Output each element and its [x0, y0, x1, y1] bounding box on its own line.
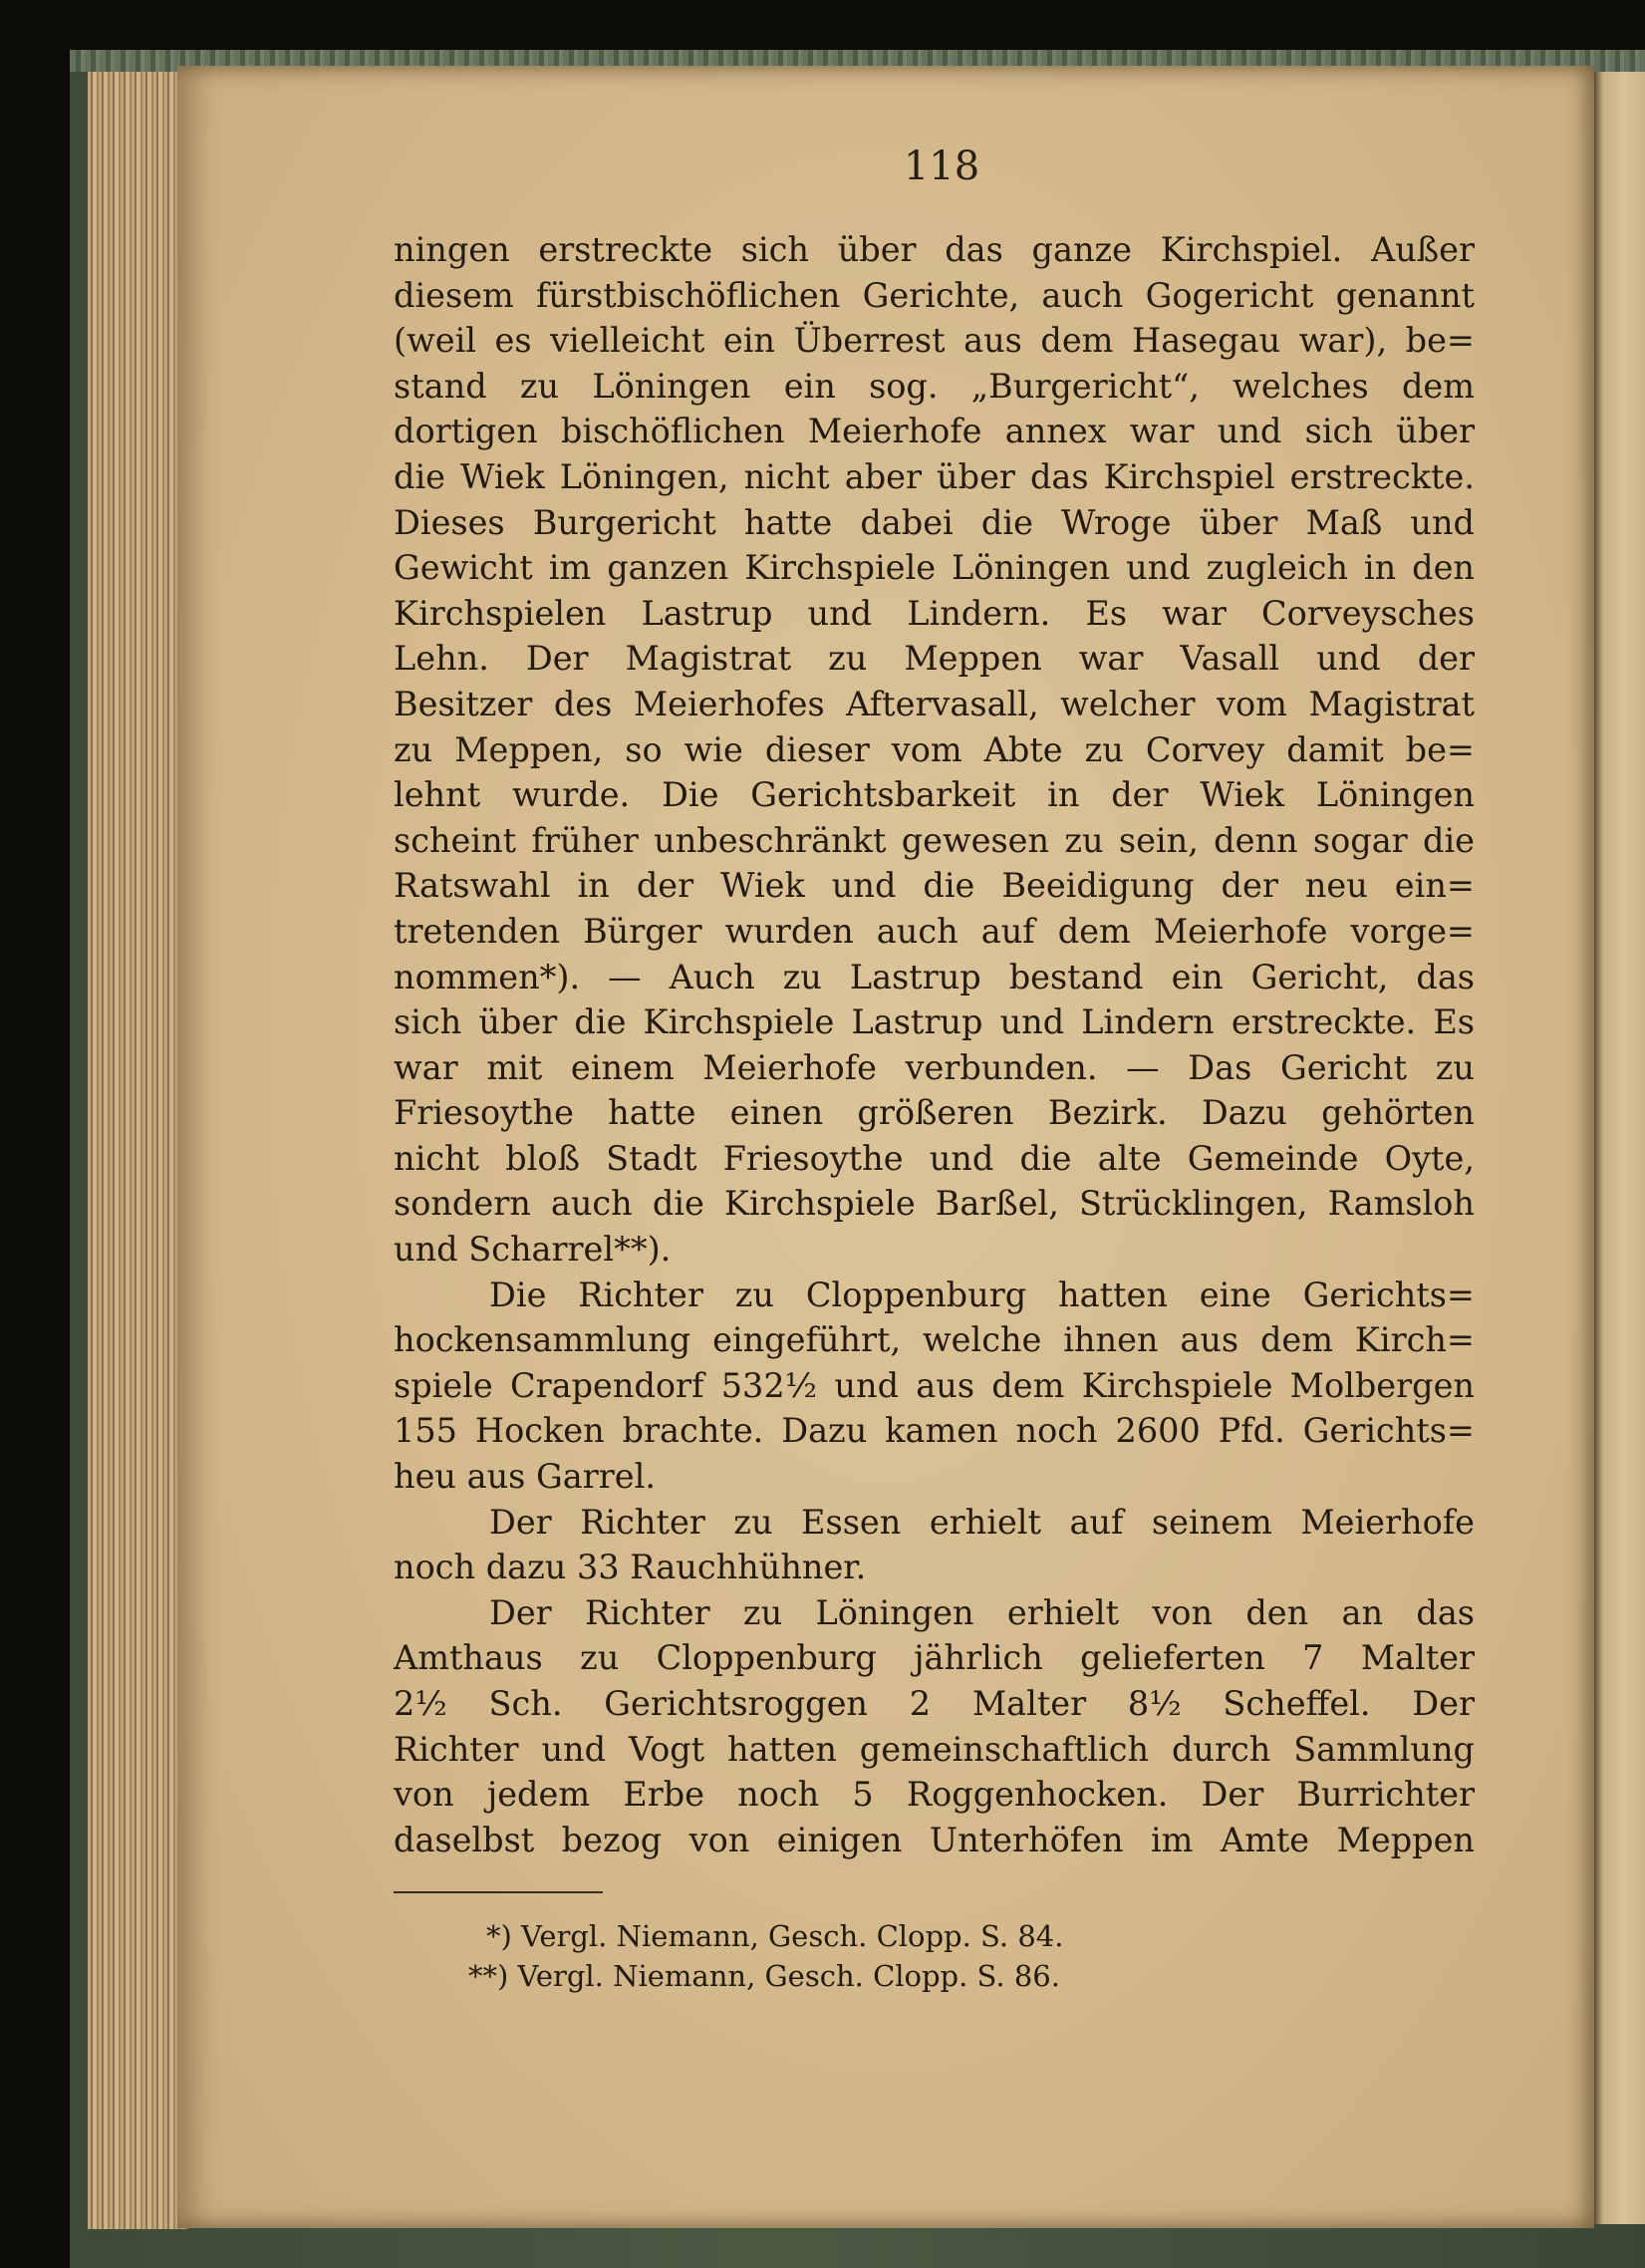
- text-line: Der Richter zu Löningen erhielt von den an das: [489, 1592, 1475, 1632]
- text-line: Amthaus zu Cloppenburg jährlich gelieferten 7 Malter: [394, 1638, 1475, 1678]
- text-line: nommen*). — Auch zu Lastrup bestand ein Gericht, das: [394, 957, 1475, 996]
- text-line: die Wiek Löningen, nicht aber über das Kirchspiel erstreckte.: [394, 456, 1475, 496]
- text-line: sondern auch die Kirchspiele Barßel, Strücklingen, Ramsloh: [394, 1184, 1475, 1224]
- footnote: **) Vergl. Niemann, Gesch. Clopp. S. 86.: [468, 1959, 1060, 1993]
- text-line: daselbst bezog von einigen Unterhöfen im Amte Meppen: [394, 1820, 1475, 1859]
- footnote: *) Vergl. Niemann, Gesch. Clopp. S. 84.: [486, 1919, 1064, 1953]
- text-line: tretenden Bürger wurden auch auf dem Meierhofe vorge=: [394, 911, 1475, 951]
- text-line: heu aus Garrel.: [394, 1457, 656, 1497]
- text-line: Dieses Burgericht hatte dabei die Wroge über Maß und: [394, 502, 1475, 542]
- text-line: Friesoythe hatte einen größeren Bezirk. Dazu gehörten: [394, 1093, 1475, 1133]
- text-line: Der Richter zu Essen erhielt auf seinem Meierhofe: [489, 1502, 1475, 1542]
- text-line: spiele Crapendorf 532½ und aus dem Kirchspiele Molbergen: [394, 1365, 1475, 1405]
- text-line: sich über die Kirchspiele Lastrup und Lindern erstreckte. Es: [394, 1002, 1475, 1042]
- text-line: hockensammlung eingeführt, welche ihnen aus dem Kirch=: [394, 1320, 1475, 1360]
- text-line: war mit einem Meierhofe verbunden. — Das Gericht zu: [394, 1047, 1475, 1087]
- text-line: Lehn. Der Magistrat zu Meppen war Vasall und der: [394, 639, 1475, 679]
- text-line: zu Meppen, so wie dieser vom Abte zu Corvey damit be=: [394, 729, 1475, 769]
- text-line: 155 Hocken brachte. Dazu kamen noch 2600 Pfd. Gerichts=: [394, 1411, 1475, 1451]
- text-line: stand zu Löningen ein sog. „Burgericht“, welches dem: [394, 366, 1475, 406]
- text-line: lehnt wurde. Die Gerichtsbarkeit in der Wiek Löningen: [394, 775, 1475, 815]
- text-line: Ratswahl in der Wiek und die Beeidigung der neu ein=: [394, 866, 1475, 906]
- facing-page-edge: [1594, 72, 1645, 2224]
- text-line: Richter und Vogt hatten gemeinschaftlich durch Sammlung: [394, 1729, 1475, 1769]
- body-text: [394, 227, 1475, 1862]
- text-line: nicht bloß Stadt Friesoythe und die alte Gemeinde Oyte,: [394, 1138, 1475, 1178]
- text-line: Gewicht im ganzen Kirchspiele Löningen und zugleich in den: [394, 548, 1475, 588]
- text-line: dortigen bischöflichen Meierhofe annex war und sich über: [394, 412, 1475, 451]
- text-line: Besitzer des Meierhofes Aftervasall, welcher vom Magistrat: [394, 684, 1475, 723]
- footnotes: [468, 1916, 1063, 1996]
- text-line: Kirchspielen Lastrup und Lindern. Es war Corveysches: [394, 593, 1475, 633]
- text-line: von jedem Erbe noch 5 Roggenhocken. Der Burrichter: [394, 1775, 1475, 1815]
- text-line: Die Richter zu Cloppenburg hatten eine Gerichts=: [489, 1275, 1475, 1314]
- text-line: scheint früher unbeschränkt gewesen zu sein, denn sogar die: [394, 820, 1475, 860]
- text-line: (weil es vielleicht ein Überrest aus dem Hasegau war), be=: [394, 321, 1475, 361]
- text-line: 2½ Sch. Gerichtsroggen 2 Malter 8½ Scheffel. Der: [394, 1684, 1475, 1723]
- text-line: noch dazu 33 Rauchhühner.: [394, 1548, 867, 1587]
- text-line: und Scharrel**).: [394, 1230, 672, 1270]
- text-line: ningen erstreckte sich über das ganze Kirchspiel. Außer: [394, 230, 1475, 269]
- page-stack-edges: [88, 72, 187, 2229]
- footnote-divider: [394, 1891, 603, 1893]
- text-line: diesem fürstbischöflichen Gerichte, auch Gogericht genannt: [394, 275, 1475, 315]
- page-number: 118: [903, 143, 980, 189]
